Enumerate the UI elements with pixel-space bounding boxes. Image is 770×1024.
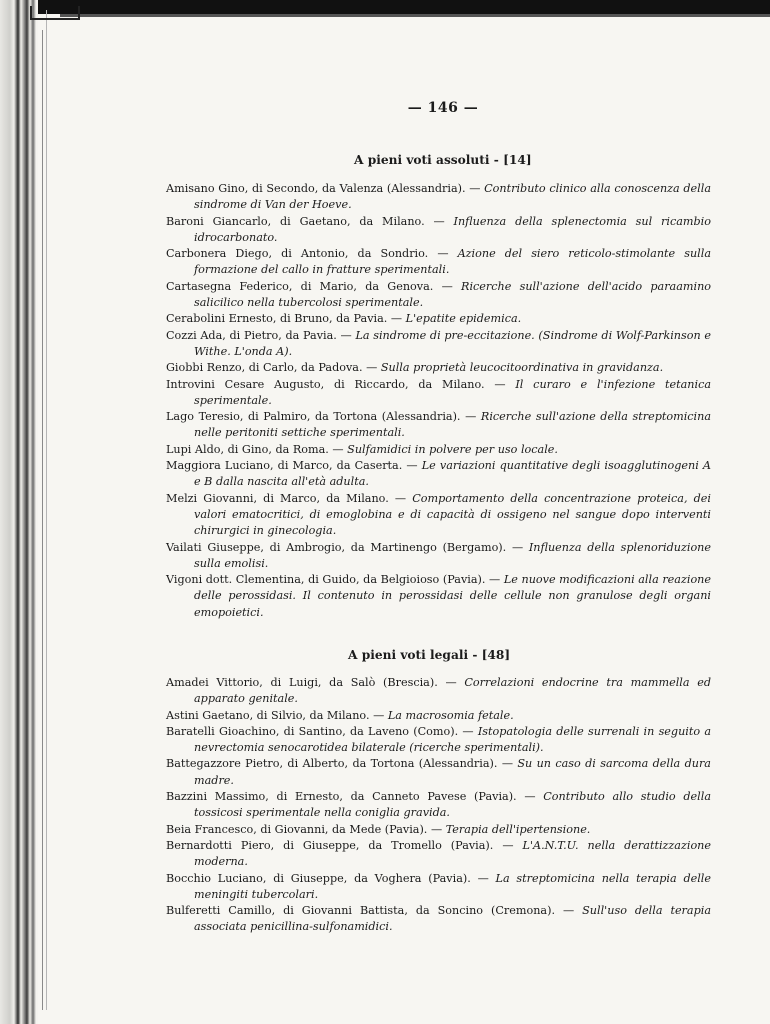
binding-line-secondary	[46, 10, 47, 1010]
entries-list-legali	[166, 675, 711, 936]
binding-line	[42, 30, 43, 1010]
corner-bracket-mark	[30, 6, 80, 20]
list-item: Bulferetti Camillo, di Giovanni Battista, da Soncino (Cremona). — Sull'uso della terapia associata penicillina-sulfonamidici.	[166, 904, 711, 934]
book-spine-shadow	[0, 0, 38, 1024]
list-item: Beia Francesco, di Giovanni, da Mede (Pavia). — Terapia dell'ipertensione.	[166, 822, 591, 836]
section-heading-legali: A pieni voti legali - [48]	[348, 648, 511, 662]
list-item: Giobbi Renzo, di Carlo, da Padova. — Sulla proprietà leucocitoordinativa in gravidanza.	[166, 361, 664, 375]
list-item: Amisano Gino, di Secondo, da Valenza (Alessandria). — Contributo clinico alla conoscenza della sindrome di Van der Hoeve.	[166, 182, 711, 212]
list-item: Bernardotti Piero, di Giuseppe, da Tromello (Pavia). — L'A.N.T.U. nella derattizzazione moderna.	[166, 838, 712, 869]
list-item: Melzi Giovanni, di Marco, da Milano. — Comportamento della concentrazione proteica, dei valori ematocritici, di emoglobina e di capacità di ossigeno nel sangue dopo interventi chirurgici in ginecologia.	[166, 491, 711, 538]
list-item: Introvini Cesare Augusto, di Riccardo, da Milano. — Il curaro e l'infezione tetanica sperimentale.	[166, 377, 712, 407]
list-item: Cerabolini Ernesto, di Bruno, da Pavia. — L'epatite epidemica.	[166, 312, 522, 326]
page-number: — 146 —	[407, 100, 479, 116]
list-item: Cartasegna Federico, di Mario, da Genova. — Ricerche sull'azione dell'acido paraamino salicilico nella tubercolosi sperimentale.	[166, 279, 712, 310]
list-item: Battegazzore Pietro, di Alberto, da Tortona (Alessandria). — Su un caso di sarcoma della dura madre.	[166, 757, 711, 787]
list-item: Lago Teresio, di Palmiro, da Tortona (Alessandria). — Ricerche sull'azione della streptomicina nelle peritoniti settiche sperimentali.	[166, 410, 712, 440]
list-item: Bazzini Massimo, di Ernesto, da Canneto Pavese (Pavia). — Contributo allo studio della tossicosi sperimentale nella coniglia gravida.	[166, 790, 711, 820]
scan-top-edge	[60, 14, 770, 17]
list-item: Vailati Giuseppe, di Ambrogio, da Martinengo (Bergamo). — Influenza della splenoriduzione sulla emolisi.	[166, 540, 712, 570]
list-item: Lupi Aldo, di Gino, da Roma. — Sulfamidici in polvere per uso locale.	[166, 442, 558, 456]
section-heading-assoluti: A pieni voti assoluti - [14]	[354, 153, 532, 167]
list-item: Amadei Vittorio, di Luigi, da Salò (Brescia). — Correlazioni endocrine tra mammella ed apparato genitale.	[166, 676, 711, 706]
scan-top-border	[0, 0, 770, 14]
list-item: Maggiora Luciano, di Marco, da Caserta. — Le variazioni quantitative degli isoagglutinogeni A e B dalla nascita all'età adulta.	[166, 459, 712, 489]
list-item: Carbonera Diego, di Antonio, da Sondrio. — Azione del siero reticolo-stimolante sulla formazione del callo in fratture sperimentali.	[166, 247, 711, 277]
entries-list-assoluti	[166, 181, 711, 621]
list-item: Bocchio Luciano, di Giuseppe, da Voghera (Pavia). — La streptomicina nella terapia delle meningiti tubercolari.	[166, 871, 711, 901]
list-item: Astini Gaetano, di Silvio, da Milano. — La macrosomia fetale.	[166, 708, 514, 722]
list-item: Baratelli Gioachino, di Santino, da Laveno (Como). — Istopatologia delle surrenali in seguito a nevrectomia senocarotidea bilaterale (ricerche sperimentali).	[166, 724, 711, 755]
list-item: Cozzi Ada, di Pietro, da Pavia. — La sindrome di pre-eccitazione. (Sindrome di Wolf-Parkinson e Withe. L'onda A).	[166, 328, 712, 358]
list-item: Vigoni dott. Clementina, di Guido, da Belgioioso (Pavia). — Le nuove modificazioni alla reazione delle perossidasi. Il contenuto in perossidasi delle cellule non granulose degli organi emopoietici.	[166, 573, 712, 619]
list-item: Baroni Giancarlo, di Gaetano, da Milano. — Influenza della splenectomia sul ricambio idrocarbonato.	[166, 214, 711, 244]
